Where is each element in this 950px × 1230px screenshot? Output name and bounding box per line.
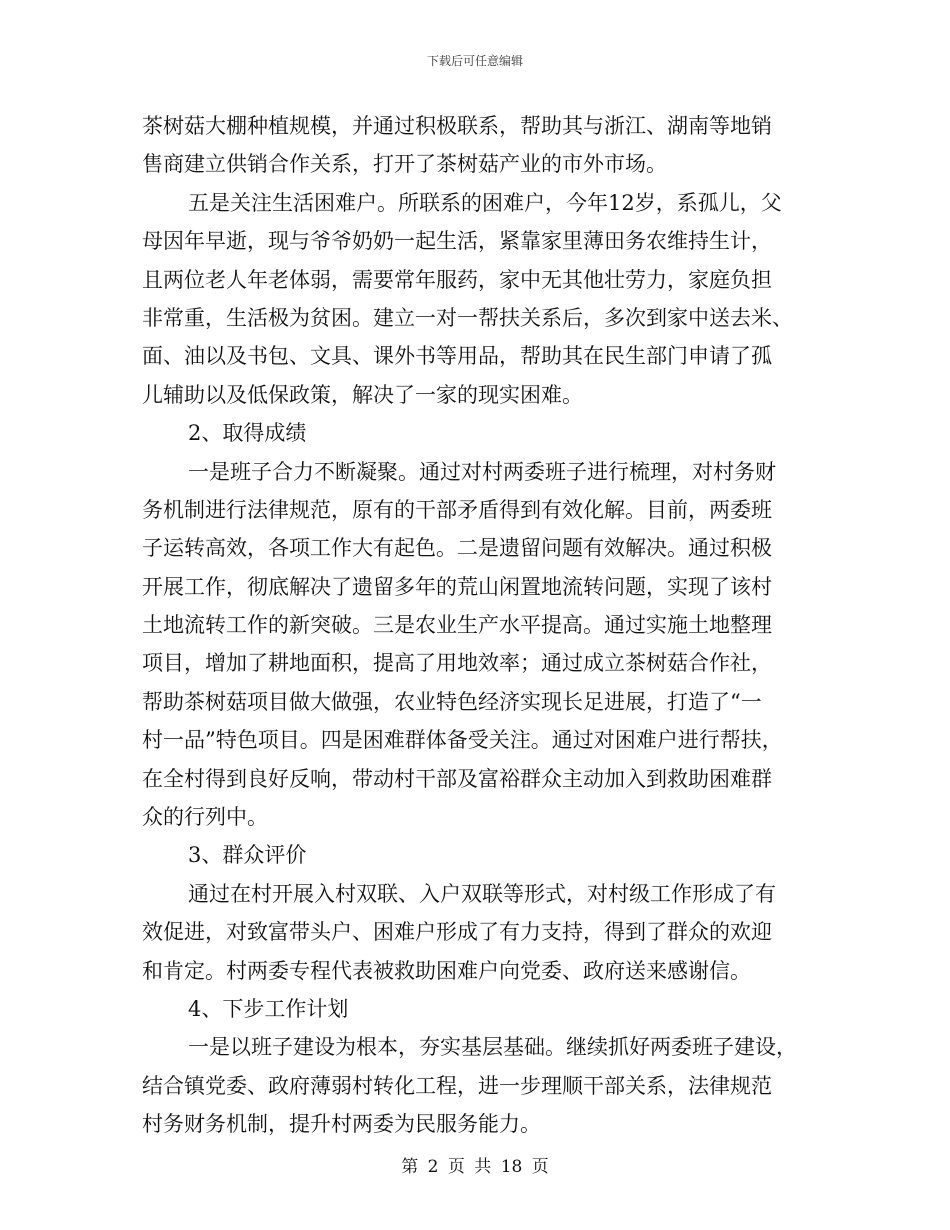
body-line: 结合镇党委、政府薄弱村转化工程，进一步理顺干部关系，法律规范 [142,1073,772,1098]
body-line: 帮助茶树菇项目做大做强，农业特色经济实现长足进展，打造了“一 [142,689,762,714]
body-line: 茶树菇大棚种植规模，并通过积极联系，帮助其与浙江、湖南等地销 [142,114,772,138]
body-line: 村务财务机制，提升村两委为民服务能力。 [142,1112,541,1137]
paragraph-start-line: 五是关注生活困难户。所联系的困难户，今年12岁，系孤儿，父 [188,190,782,215]
section-heading: 2、取得成绩 [188,421,307,446]
body-line: 子运转高效，各项工作大有起色。二是遗留问题有效解决。通过积极 [142,536,772,561]
body-line: 务机制进行法律规范，原有的干部矛盾得到有效化解。目前，两委班 [142,497,772,522]
body-line: 村一品”特色项目。四是困难群体备受关注。通过对困难户进行帮扶， [142,728,783,753]
section-heading: 4、下步工作计划 [188,996,349,1021]
body-line: 面、油以及书包、文具、课外书等用品，帮助其在民生部门申请了孤 [142,344,772,369]
body-line: 非常重，生活极为贫困。建立一对一帮扶关系后，多次到家中送去米、 [142,305,793,330]
paragraph-start-line: 通过在村开展入村双联、入户双联等形式，对村级工作形成了有 [188,881,776,906]
body-line: 项目，增加了耕地面积，提高了用地效率；通过成立茶树菇合作社， [142,651,772,676]
paragraph-start-line: 一是班子合力不断凝聚。通过对村两委班子进行梳理，对村务财 [188,459,776,484]
page-number-footer: 第 2 页 共 18 页 [401,1157,549,1177]
header-note: 下载后可任意编辑 [426,54,523,68]
body-line: 和肯定。村两委专程代表被救助困难户向党委、政府送来感谢信。 [142,958,751,983]
section-heading: 3、群众评价 [188,843,307,868]
body-line: 母因年早逝，现与爷爷奶奶一起生活，紧靠家里薄田务农维持生计， [142,229,772,254]
body-line: 效促进，对致富带头户、困难户形成了有力支持，得到了群众的欢迎 [142,920,772,945]
body-line: 开展工作，彻底解决了遗留多年的荒山闲置地流转问题，实现了该村 [142,574,772,599]
document-body [142,107,812,1144]
body-line: 且两位老人年老体弱，需要常年服药，家中无其他壮劳力，家庭负担 [142,267,772,292]
body-line: 众的行列中。 [142,805,268,830]
body-line: 在全村得到良好反响，带动村干部及富裕群众主动加入到救助困难群 [142,766,772,791]
body-line: 土地流转工作的新突破。三是农业生产水平提高。通过实施土地整理 [142,613,772,638]
body-line: 儿辅助以及低保政策，解决了一家的现实困难。 [142,382,583,407]
body-line: 售商建立供销合作关系，打开了茶树菇产业的市外市场。 [142,152,667,177]
paragraph-start-line: 一是以班子建设为根本，夯实基层基础。继续抓好两委班子建设， [188,1035,797,1060]
